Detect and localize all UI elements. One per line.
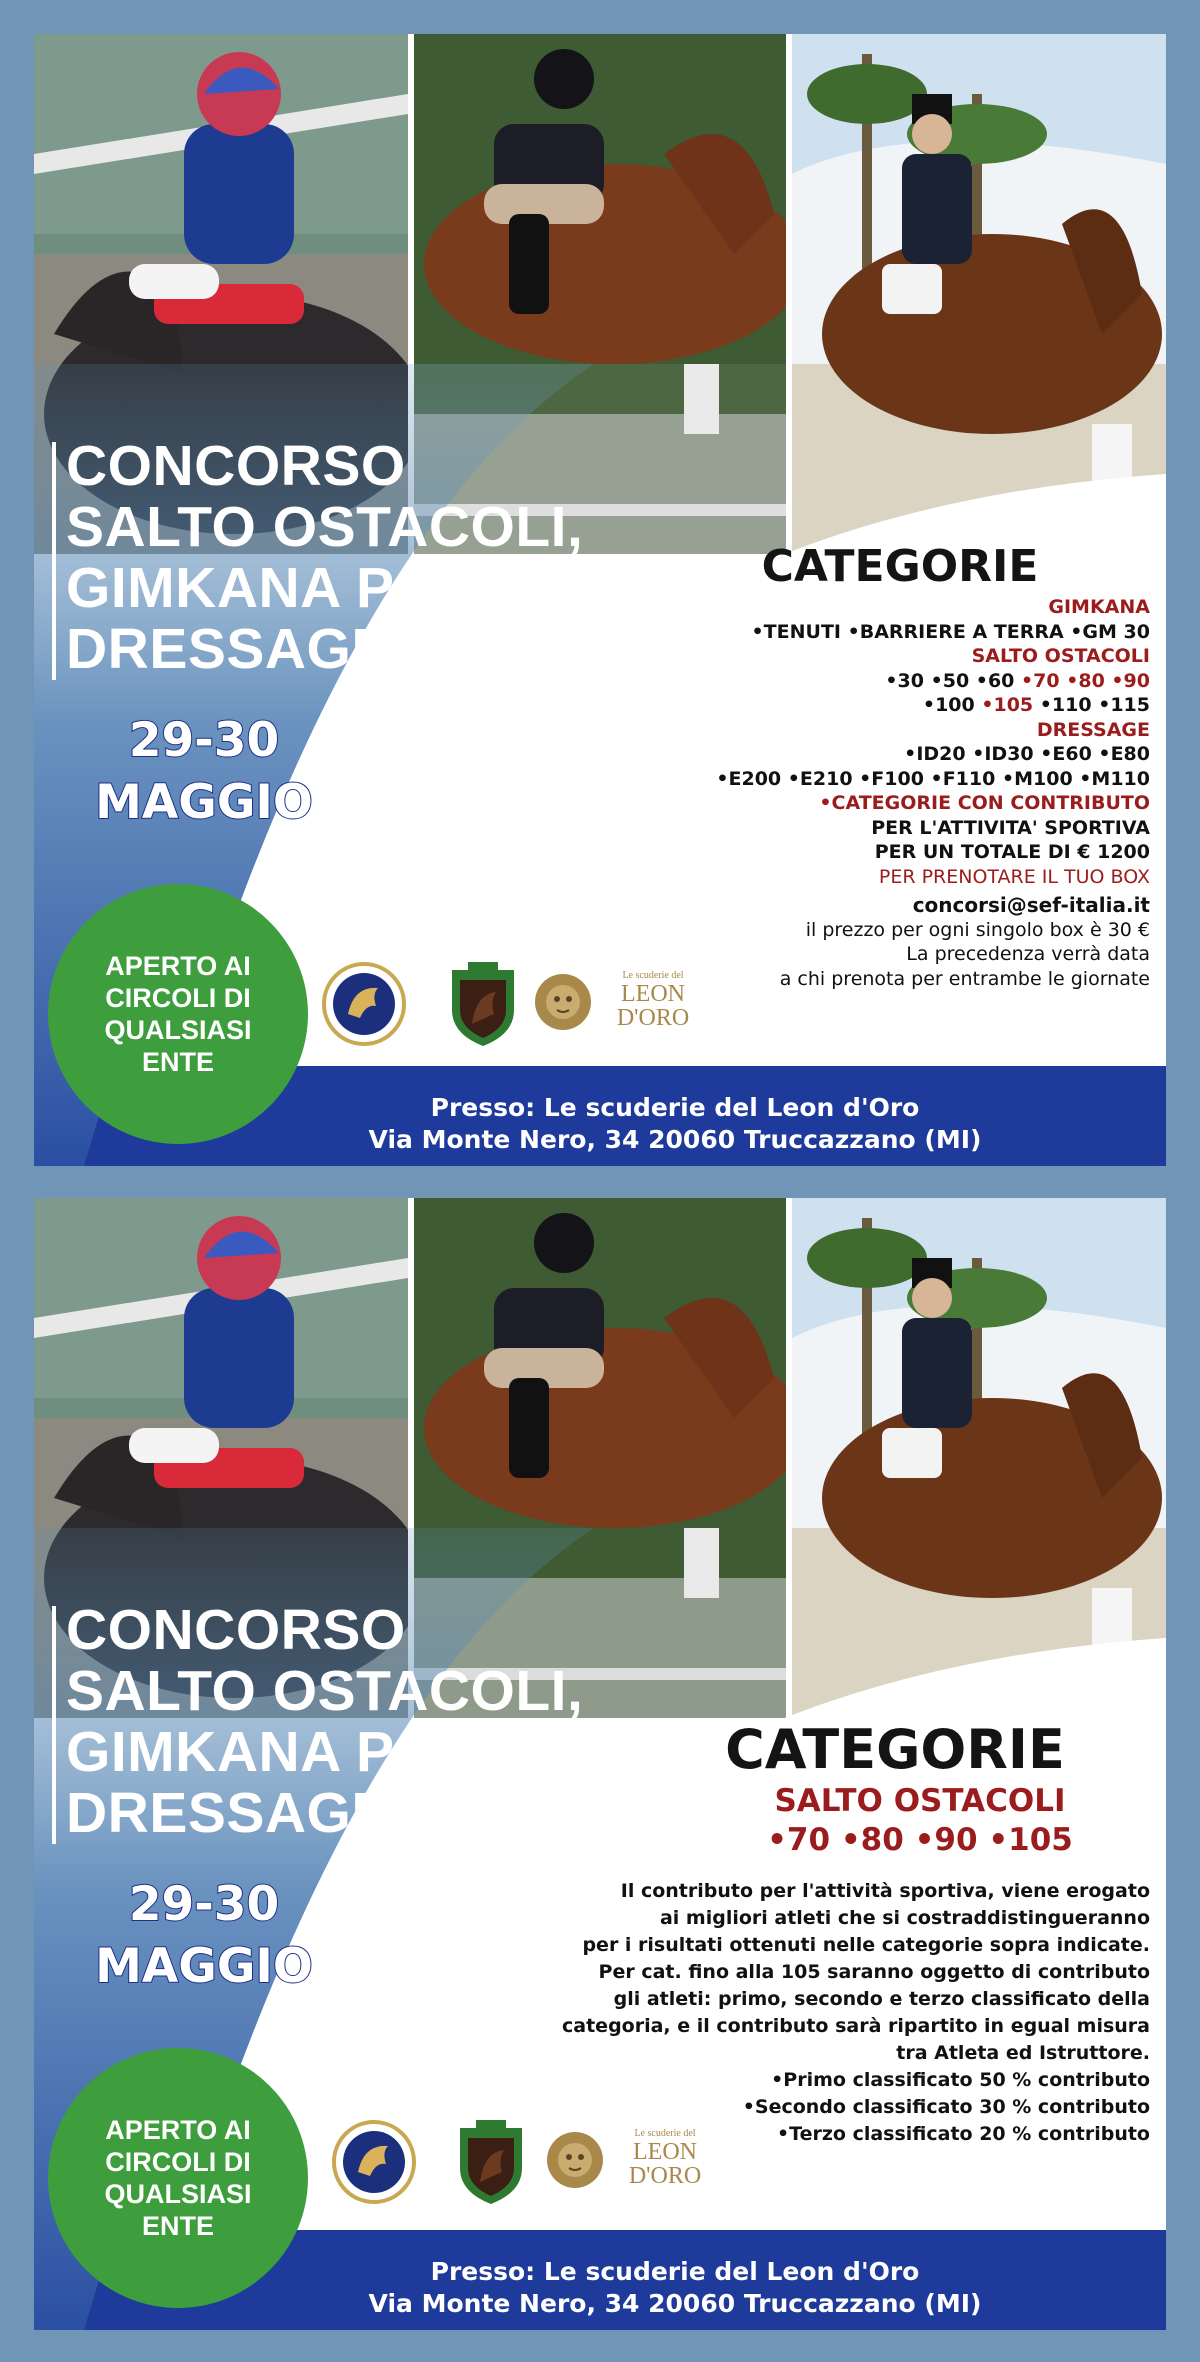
title-accent-bar — [52, 442, 56, 680]
title-line: DRESSAGE — [66, 1781, 390, 1845]
contribution-text-bold: categoria, e il contributo sarà ripartito in egual misura — [562, 2015, 1150, 2037]
venue-name: Presso: Le scuderie del Leon d'Oro — [430, 2257, 920, 2286]
contact-email[interactable]: concorsi@sef-italia.it — [912, 893, 1150, 917]
salto-line-1 — [590, 669, 1150, 694]
salto-values: •30 •50 •60 — [885, 669, 1022, 692]
leon-logo-line1: LEON — [621, 981, 685, 1007]
title-line: GIMKANA PONY, — [66, 556, 530, 620]
contribution-highlight: fino alla 105 — [688, 1961, 821, 1983]
open-badge-text: APERTO AI CIRCOLI DI QUALSIASI ENTE — [104, 951, 252, 1077]
title-line: GIMKANA PONY, — [66, 1720, 530, 1784]
federation-horse-logo — [330, 2118, 418, 2206]
salto-values: •100 — [922, 694, 982, 716]
venue-name: Presso: Le scuderie del Leon d'Oro — [430, 1093, 920, 1122]
contribution-text-bold: per i risultati ottenuti nelle categorie sopra indicate. — [582, 1934, 1150, 1956]
contribution-text-bold: Il contributo per l'attività sportiva, viene erogato — [620, 1880, 1150, 1902]
shield-horse-logo — [446, 958, 520, 1050]
contribution-text — [510, 1878, 1150, 2148]
contribution-line — [510, 2040, 1150, 2067]
salto-values: •110 •115 — [1033, 694, 1150, 716]
priority-note-1: La precedenza verrà data — [906, 943, 1150, 965]
salto-values: •70 •80 •90 •105 — [767, 1822, 1073, 1858]
categories-heading: CATEGORIE — [761, 541, 1039, 592]
contribution-line — [510, 1986, 1150, 2013]
open-badge-text: APERTO AI CIRCOLI DI QUALSIASI ENTE — [104, 2115, 252, 2241]
venue-address — [34, 2256, 1166, 2320]
categories-heading: CATEGORIE — [725, 1718, 1065, 1781]
dressage-line-1: •ID20 •ID30 •E60 •E80 — [904, 743, 1150, 765]
dressage-line-2: •E200 •E210 •F100 •F110 •M100 •M110 — [716, 767, 1150, 790]
categories-panel — [590, 539, 1150, 991]
contribution-highlight: ai migliori atleti — [659, 1907, 832, 1929]
salto-values-highlight: •105 — [981, 694, 1034, 716]
venue-street: Via Monte Nero, 34 20060 Truccazzano (MI) — [368, 2289, 982, 2318]
salto-label: SALTO OSTACOLI — [774, 1783, 1066, 1819]
salto-line-2 — [590, 693, 1150, 718]
leon-logo-line2: D'ORO — [616, 1005, 690, 1031]
title-line: SALTO OSTACOLI, — [66, 495, 584, 559]
contributo-line-1: PER L'ATTIVITA' SPORTIVA — [871, 816, 1150, 839]
event-date — [34, 710, 374, 834]
title-line: SALTO OSTACOLI, — [66, 1659, 584, 1723]
title-line: CONCORSO — [66, 1598, 406, 1662]
prize-third — [510, 2121, 1150, 2148]
box-price-note: il prezzo per ogni singolo box è 30 € — [805, 918, 1150, 941]
title-accent-bar — [52, 1606, 56, 1844]
box-booking-label: PER PRENOTARE IL TUO BOX — [878, 865, 1150, 888]
priority-note-2: a chi prenota per entrambe le giornate — [779, 967, 1150, 990]
prize-first-text: •Primo classificato 50 % contributo — [771, 2069, 1150, 2091]
venue-address — [34, 1092, 1166, 1156]
lion-emblem-logo — [530, 966, 596, 1038]
contribution-line — [510, 1932, 1150, 1959]
date-days: 29-30 — [128, 713, 280, 768]
categories-panel — [510, 1718, 1150, 2148]
contribution-line — [510, 2013, 1150, 2040]
prize-first — [510, 2067, 1150, 2094]
prize-second-text: •Secondo classificato 30 % contributo — [742, 2096, 1150, 2118]
contribution-line — [510, 1959, 1150, 1986]
dressage-label: DRESSAGE — [1036, 718, 1150, 741]
logos-row — [34, 2118, 702, 2208]
poster-bottom — [34, 1198, 1166, 2330]
leon-logo-line2: D'ORO — [628, 2163, 702, 2189]
event-date — [34, 1874, 374, 1998]
federation-horse-logo — [320, 960, 408, 1048]
contribution-text-bold: che si costraddistingueranno — [831, 1907, 1150, 1929]
contribution-line — [510, 1878, 1150, 1905]
leon-logo-line1: LEON — [633, 2139, 697, 2165]
logos-row — [34, 960, 690, 1050]
date-month: MAGGIO — [95, 775, 313, 830]
leon-logo-small-text: Le scuderie del — [634, 2128, 696, 2139]
leon-logo-small-text: Le scuderie del — [622, 970, 684, 981]
gimkana-items: •TENUTI •BARRIERE A TERRA •GM 30 — [751, 620, 1150, 643]
event-title — [66, 436, 666, 680]
date-month: MAGGIO — [95, 1939, 313, 1994]
date-days: 29-30 — [128, 1877, 280, 1932]
contributo-label: •CATEGORIE CON CONTRIBUTO — [819, 792, 1150, 814]
poster-top — [34, 34, 1166, 1166]
prize-third-text: •Terzo classificato 20 % contributo — [777, 2123, 1150, 2145]
contribution-text-bold: gli atleti: primo, secondo e terzo classificato della — [613, 1988, 1150, 2010]
title-line: CONCORSO — [66, 434, 406, 498]
contribution-line — [510, 1905, 1150, 1932]
title-line: DRESSAGE — [66, 617, 390, 681]
venue-street: Via Monte Nero, 34 20060 Truccazzano (MI) — [368, 1125, 982, 1154]
contribution-text-bold: Per cat. — [598, 1961, 689, 1983]
salto-label: SALTO OSTACOLI — [971, 645, 1150, 667]
gimkana-label: GIMKANA — [1048, 596, 1150, 618]
salto-values-highlight: •70 •80 •90 — [1021, 669, 1150, 692]
contributo-line-2: PER UN TOTALE DI € 1200 — [874, 841, 1150, 863]
prize-second — [510, 2094, 1150, 2121]
contribution-text-bold: saranno oggetto di contributo — [820, 1961, 1150, 1983]
contribution-text-bold: tra Atleta ed Istruttore. — [896, 2042, 1150, 2064]
